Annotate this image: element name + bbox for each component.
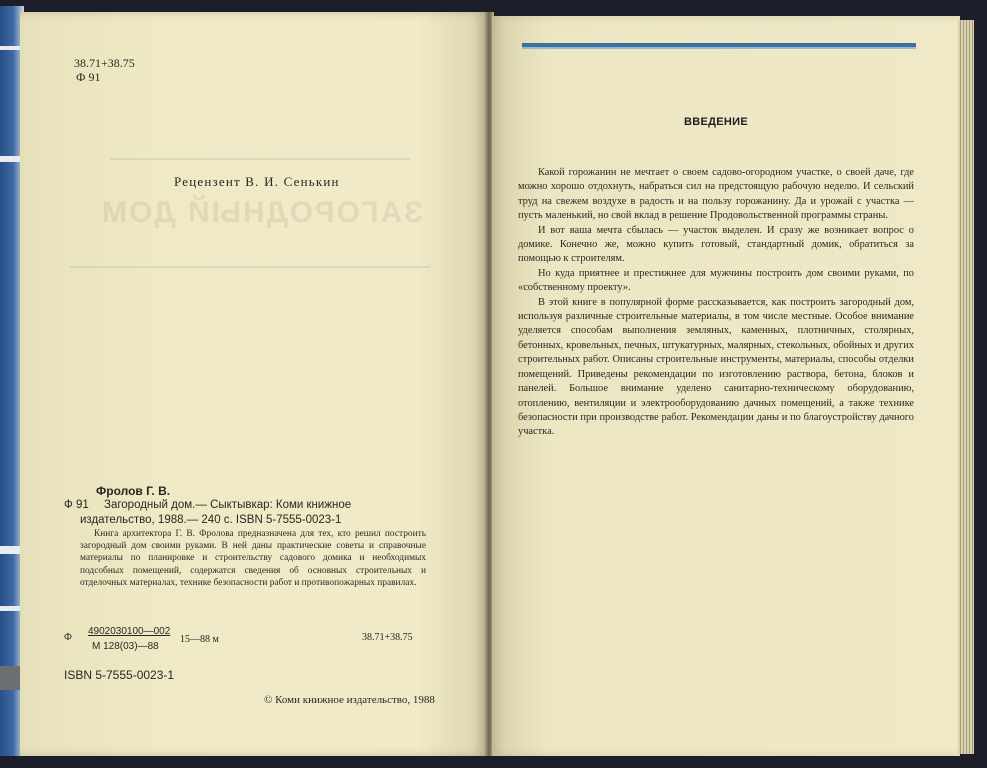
reviewer-line: Рецензент В. И. Сенькин	[174, 174, 340, 189]
bleed-through-rule	[110, 158, 410, 160]
paragraph: И вот ваша мечта сбылась — участок выделен. И сразу же возникает вопрос о домике. Конечно же, можно купить готовый, стандартный домик, обратиться за помощью к строителям.	[518, 224, 914, 265]
cover-stripe	[0, 606, 22, 611]
formula-class: 38.71+38.75	[362, 632, 413, 643]
decorative-blue-rule	[522, 43, 916, 49]
bib-line-2: издательство, 1988.— 240 с. ISBN 5-7555-0023-1	[80, 514, 342, 526]
paragraph: Какой горожанин не мечтает о своем садово-огородном участке, о своей даче, где можно хорошо отдохнуть, набраться сил на предстоящую рабочую неделю. И сельский труд на свежем воздухе в радость и на пользу горожанину. Да и урожай с участка — пусть маленький, но свой вклад в решение Продовольственной программы страны.	[518, 167, 914, 222]
left-page	[20, 12, 486, 756]
bleed-through-title: ЗАГОРОДНЫЙ ДОМ	[100, 196, 423, 229]
page-stack-edge	[958, 20, 974, 754]
classification-code: 38.71+38.75	[74, 56, 135, 70]
bleed-through-rule	[70, 266, 430, 268]
annotation-paragraph: Книга архитектора Г. В. Фролова предназначена для тех, кто решил построить загородный дом своими руками. В ней даны практические советы и справочные материалы по планировке и строительству садового домика и необходимых подсобных помещений, содержатся сведения об основных строительных и отделочных материалах, технике безопасности работ и противопожарных правилах.	[80, 529, 426, 588]
formula-denominator: М 128(03)—88	[92, 641, 159, 652]
chapter-heading: ВВЕДЕНИЕ	[684, 116, 748, 128]
copyright-line: © Коми книжное издательство, 1988	[264, 694, 435, 706]
bib-code: Ф 91	[64, 499, 89, 511]
annotation-text	[80, 528, 426, 589]
cover-stripe	[0, 546, 22, 554]
cover-stripe	[0, 46, 22, 50]
isbn: ISBN 5-7555-0023-1	[64, 668, 175, 682]
formula-suffix: 15—88 м	[180, 634, 219, 645]
cover-stripe	[0, 666, 22, 690]
author-name: Фролов Г. В.	[96, 484, 171, 498]
paragraph: Но куда приятнее и престижнее для мужчины построить дом своими руками, по «собственному проекту».	[518, 267, 914, 294]
classification-letter: Ф 91	[76, 70, 101, 84]
paragraph: В этой книге в популярной форме рассказывается, как построить загородный дом, используя различные строительные материалы, в том числе местные. Особое внимание уделяется способам выполнения земляных, каменных, плотничных, столярных, бетонных, кровельных, печных, штукатурных, малярных, стекольных, обойных и других строительных работ. Описаны строительные инструменты, материалы, способы отделки помещений. Приведены рекомендации по изготовлению раствора, бетона, блоков и панелей. Большое внимание уделено санитарно-техническому оборудованию, отоплению, вентиляции и электрооборудованию дачных помещений, а также технике безопасности при производстве работ. Рекомендации даны и по благоустройству дачного участка.	[518, 296, 914, 438]
cover-stripe	[0, 156, 22, 162]
formula-numerator: 4902030100—002	[88, 626, 171, 637]
bib-line-1: Загородный дом.— Сыктывкар: Коми книжное	[104, 499, 352, 511]
formula-prefix: Ф	[64, 632, 72, 643]
introduction-text	[518, 166, 914, 440]
